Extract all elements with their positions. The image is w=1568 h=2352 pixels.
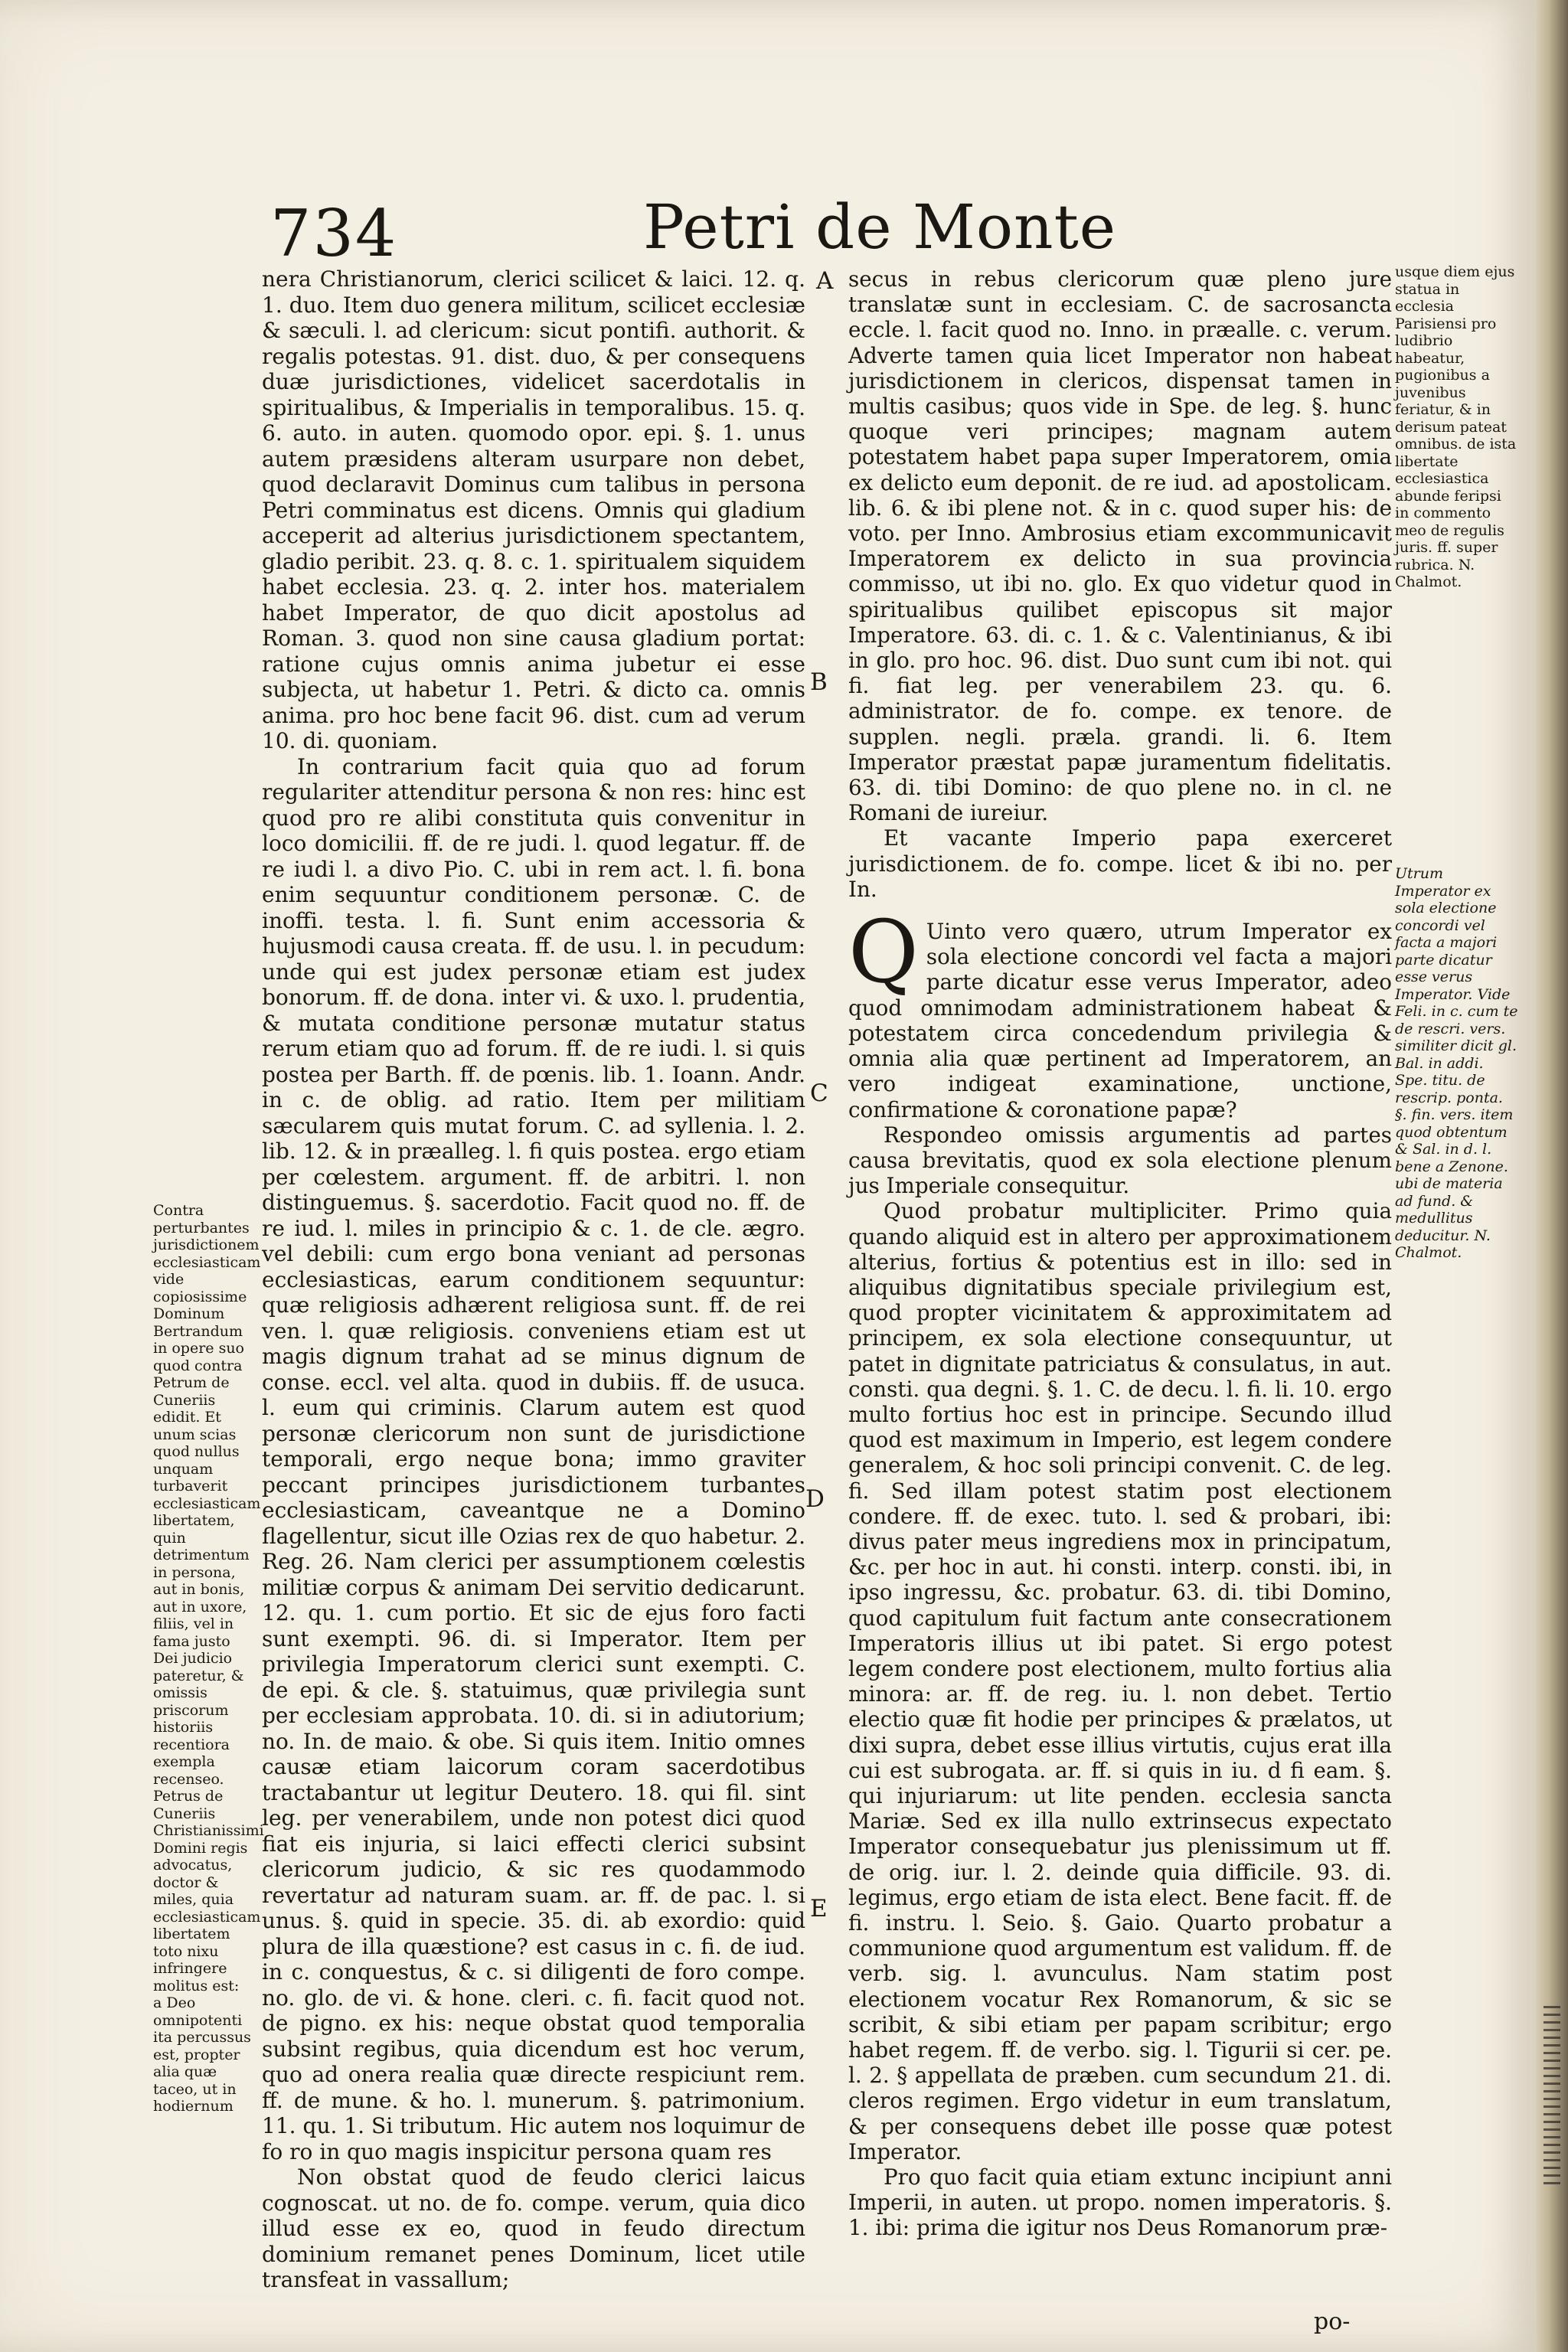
right-margin-note-top: usque diem ejus statua in ecclesia Parisiensi pro ludibrio habeatur, pugionibus a juvenibus feriatur, & in derisum pateat omnibus. de ista libertate ecclesiastica abunde feripsi in commento meo de regulis juris. ff. super rubrica. N. Chalmot. [1395, 263, 1517, 590]
right-margin-note-bottom: Utrum Imperator ex sola electione concordi vel facta a majori parte dicatur esse verus Imperator. Vide Feli. in c. cum te de rescri. vers. similiter dicit gl. Bal. in addi. Spe. titu. de rescrip. ponta. §. fin. vers. item quod obtentum & Sal. in d. l. bene a Zenone. ubi de materia ad fund. & medullitus deducitur. N. Chalmot. [1395, 865, 1518, 1261]
question-text: Uinto vero quæro, utrum Imperator ex sola electione concordi vel facta a majori parte dicatur esse verus Imperator, adeo quod omnimodam administrationem habeat & potestatem circa concedendum privilegia & omnia alia quæ pertinent ad Imperatorem, an vero indigeat examinatione, unctione, confirmatione & coronatione papæ? [848, 919, 1392, 1122]
page-number: 734 [270, 196, 398, 271]
section-marker-a: A [816, 267, 834, 295]
paragraph: nera Christianorum, clerici scilicet & laici. 12. q. 1. duo. Item duo genera militum, scilicet ecclesiæ & sæculi. l. ad clericum: sicut pontifi. authorit. & regalis potestas. 91. dist. duo, & per consequens duæ jurisdictiones, videlicet sacerdotalis in spiritualibus, & Imperialis in temporalibus. 15. q. 6. auto. in auten. quomodo opor. epi. §. 1. unus autem præsidens alteram usurpare non debet, quod declaravit Dominus cum talibus in persona Petri comminatus est dicens. Omnis qui gladium acceperit ad alterius jurisdictionem spectantem, gladio peribit. 23. q. 8. c. 1. spiritualem siquidem habet ecclesia. 23. q. 2. inter hos. materialem habet Imperator, de quo dicit apostolus ad Roman. 3. quod non sine causa gladium portat: ratione cujus omnis anima jubetur ei esse subjecta, ut habetur 1. Petri. & dicto ca. omnis anima. pro hoc bene facit 96. dist. cum ad verum 10. di. quoniam. [262, 266, 805, 753]
catchword: po- [1314, 2308, 1351, 2335]
paragraph: Pro quo facit quia etiam extunc incipiunt anni Imperii, in auten. ut propo. nomen imperatoris. §. 1. ibi: prima die igitur nos Deus Romanorum præ- [848, 2164, 1392, 2241]
left-margin-note: Contra perturbantes jurisdictionem ecclesiasticam vide copiosissime Dominum Bertrandum in opere suo quod contra Petrum de Cuneriis edidit. Et unum scias quod nullus unquam turbaverit ecclesiasticam libertatem, quin detrimentum in persona, aut in bonis, aut in uxore, filiis, vel in fama justo Dei judicio pateretur, & omissis priscorum historiis recentiora exempla recenseo. Petrus de Cuneriis Christianissimi Domini regis advocatus, doctor & miles, quia ecclesiasticam libertatem toto nixu infringere molitus est: a Deo omnipotenti ita percussus est, propter alia quæ taceo, ut in hodiernum [153, 1202, 264, 2115]
section-marker-d: D [805, 1485, 825, 1513]
section-marker-c: C [810, 1080, 828, 1107]
paragraph: Respondeo omissis argumentis ad partes causa brevitatis, quod ex sola electione plenum jus Imperiale consequitur. [848, 1122, 1392, 1199]
paragraph: Non obstat quod de feudo clerici laicus cognoscat. ut no. de fo. compe. verum, quia dico illud esse ex eo, quod in feudo directum dominium remanet penes Dominum, licet utile transfeat in vassallum; [262, 2164, 805, 2292]
section-marker-e: E [810, 1895, 828, 1922]
paragraph: secus in rebus clericorum quæ pleno jure translatæ sunt in ecclesiam. C. de sacrosancta eccle. l. facit quod no. Inno. in præalle. c. verum. Adverte tamen quia licet Imperator non habeat jurisdictionem in clericos, dispensat tamen in multis casibus; quos vide in Spe. de leg. §. hunc quoque veri principes; magnam autem potestatem habet papa super Imperatorem, omia ex delicto eum deponit. de re iud. ad apostolicam. lib. 6. & ibi plene not. & in c. quod super his: de voto. per Inno. Ambrosius etiam excommunicavit Imperatorem ex delicto in sua provincia commisso, ut ibi no. glo. Ex quo videtur quod in spiritualibus quilibet episcopus sit major Imperatore. 63. di. c. 1. & c. Valentinianus, & ibi in glo. pro hoc. 96. dist. Duo sunt cum ibi not. qui fi. fiat leg. per venerabilem 23. qu. 6. administrator. de fo. compe. ex tenore. de supplen. negli. præla. grandi. li. 6. Item Imperator præstat papæ juramentum fidelitatis. 63. di. tibi Domino: de quo plene no. in cl. ne Romani de iureiur. [848, 266, 1392, 826]
running-title: Petri de Monte [643, 191, 1117, 263]
page-edge [1536, 0, 1568, 2352]
right-column [848, 266, 1392, 2241]
question-paragraph [848, 903, 1392, 1122]
left-column [262, 266, 805, 2293]
page-edge-text [1544, 2006, 1560, 2190]
paragraph: Et vacante Imperio papa exerceret jurisdictionem. de fo. compe. licet & ibi no. per In. [848, 825, 1392, 902]
drop-cap: Q [848, 903, 919, 1003]
section-marker-b: B [810, 668, 828, 696]
paragraph: Quod probatur multipliciter. Primo quia quando aliquid est in altero per approximationem alterius, fortius & potentius est in illo: sed in aliquibus dignitatibus speciale privilegium est, quod propter vicinitatem & approximitatem ad principem, ex sola electione consequuntur, ut patet in dignitate patriciatus & consulatus, in aut. consti. qua degni. §. 1. C. de decu. l. fi. li. 10. ergo multo fortius hoc est in principe. Secundo illud quod est maximum in Imperio, est legem condere generalem, & hoc soli principi convenit. C. de leg. fi. Sed illam potest statim post electionem condere. ff. de exec. tuto. l. sed & probari, ibi: divus pater meus ingrediens mox in principatum, &c. per hoc in aut. hi consti. interp. consti. ibi, in ipso ingressu, &c. probatur. 63. di. tibi Domino, quod capitulum fuit factum ante consecrationem Imperatoris illius ut ibi patet. Si ergo potest legem condere post electionem, multo fortius alia minora: ar. ff. de reg. iu. l. non debet. Tertio electio quæ fit hodie per principes & prælatos, ut dixi supra, debet esse illius virtutis, cujus erat illa cui est subrogata. ar. ff. si quis in iu. d fi eam. §. qui injuriarum: ut lite penden. ecclesia sancta Mariæ. Sed ex illa nullo extrinsecus expectato Imperator consequebatur jus plenissimum ut ff. de orig. iur. l. 2. deinde quia difficile. 93. di. legimus, ergo etiam de ista elect. Bene facit. ff. de fi. instru. l. Seio. §. Gaio. Quarto probatur a communione quod argumentum est validum. ff. de verb. sig. l. avunculus. Nam statim post electionem vocatur Rex Romanorum, & sic se scribit, & sibi etiam per papam scribitur; ergo habet regem. ff. de verbo. sig. l. Tigurii si cer. pe. l. 2. § appellata de præben. cum secundum 21. di. cleros regimen. Ergo videtur in eum translatum, & per consequens debet ille posse quæ potest Imperator. [848, 1198, 1392, 2164]
paragraph: In contrarium facit quia quo ad forum regulariter attenditur persona & non res: hinc est quod pro re alibi constituta quis convenitur in loco domicilii. ff. de re judi. l. quod legatur. ff. de re iudi l. a divo Pio. C. ubi in rem act. l. fi. bona enim sequuntur conditionem personæ. C. de inoffi. testa. l. fi. Sunt enim accessoria & hujusmodi causa creata. ff. de usu. l. in pecudum: unde qui est judex personæ etiam est judex bonorum. ff. de dona. inter vi. & uxo. l. prudentia, & mutata conditione personæ mutatur status rerum etiam quo ad forum. ff. de re iudi. l. si quis postea per Barth. ff. de pœnis. lib. 1. Ioann. Andr. in c. de oblig. ad ratio. Item per militiam sæcularem quis mutat forum. C. ad syllenia. l. 2. lib. 12. & in præalleg. l. fi quis postea. ergo etiam per cœlestem. argument. ff. de arbitri. l. non distinguemus. §. sacerdotio. Facit quod no. ff. de re iud. l. miles in principio & c. 1. de cle. ægro. vel debili: cum ergo bona veniant ad personas ecclesiasticas, earum conditionem sequuntur: quæ religiosis adhærent religiosa sunt. ff. de rei ven. l. quæ religiosis. conveniens etiam est ut magis dignum trahat ad se minus dignum de conse. eccl. vel alta. quod in dubiis. ff. de usuca. l. eum qui criminis. Clarum autem est quod personæ clericorum non sunt de jurisdictione temporali, ergo neque bona; immo graviter peccant principes jurisdictionem turbantes ecclesiasticam, caveantque ne a Domino flagellentur, sicut ille Ozias rex de quo habetur. 2. Reg. 26. Nam clerici per assumptionem cœlestis militiæ corpus & animam Dei servitio dedicarunt. 12. qu. 1. cum portio. Et sic de ejus foro facti sunt exempti. 96. di. si Imperator. Item per privilegia Imperatorum clerici sunt exempti. C. de epi. & cle. §. statuimus, quæ privilegia sunt per ecclesiam approbata. 10. di. si in adiutorium; no. In. de maio. & obe. Si quis item. Initio omnes causæ etiam laicorum coram sacerdotibus tractabantur ut legitur Deutero. 18. qui fil. sint leg. per venerabilem, unde non potest dici quod fiat eis injuria, si laici effecti clerici subsint clericorum judicio, & sic res quodammodo revertatur ad naturam suam. ar. ff. de pac. l. si unus. §. quid in specie. 35. di. ab exordio: quid plura de illa quæstione? est casus in c. fi. de iud. in c. conquestus, & c. si diligenti de foro compe. no. glo. de vi. & hone. cleri. c. fi. facit quod not. de pigno. ex his: neque obstat quod temporalia subsint regibus, quia dicendum est hoc verum, quo ad onera realia quæ directe respiciunt rem. ff. de mune. & ho. l. munerum. §. patrimonium. 11. qu. 1. Si tributum. Hic autem nos loquimur de fo ro in quo magis inspicitur persona quam res [262, 753, 805, 2164]
